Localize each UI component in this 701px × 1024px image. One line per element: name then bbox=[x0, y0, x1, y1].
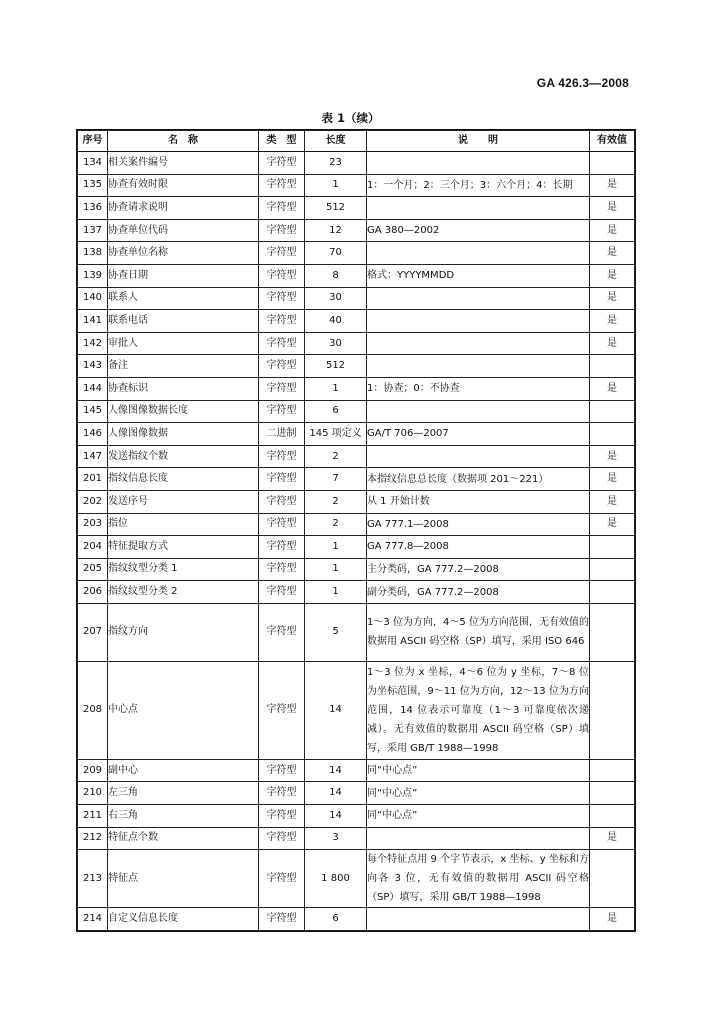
cell-valid bbox=[590, 400, 635, 423]
header-no: 序号 bbox=[78, 131, 108, 152]
cell-valid bbox=[590, 152, 635, 175]
cell-length: 30 bbox=[305, 332, 367, 355]
cell-name: 协查请求说明 bbox=[108, 197, 259, 220]
cell-no: 146 bbox=[78, 423, 108, 446]
cell-type: 字符型 bbox=[259, 400, 305, 423]
header-type: 类 型 bbox=[259, 131, 305, 152]
cell-length: 2 bbox=[305, 513, 367, 536]
cell-name: 自定义信息长度 bbox=[108, 908, 259, 931]
table-row bbox=[78, 782, 635, 805]
cell-length: 2 bbox=[305, 445, 367, 468]
cell-valid: 是 bbox=[590, 513, 635, 536]
table-header-row bbox=[78, 131, 635, 152]
cell-no: 208 bbox=[78, 661, 108, 759]
cell-no: 206 bbox=[78, 581, 108, 604]
cell-valid bbox=[590, 805, 635, 828]
cell-valid: 是 bbox=[590, 242, 635, 265]
cell-type: 字符型 bbox=[259, 377, 305, 400]
cell-valid: 是 bbox=[590, 377, 635, 400]
cell-valid: 是 bbox=[590, 310, 635, 333]
table-row bbox=[78, 603, 635, 661]
cell-length: 14 bbox=[305, 661, 367, 759]
cell-description bbox=[367, 152, 590, 175]
cell-valid bbox=[590, 603, 635, 661]
cell-type: 字符型 bbox=[259, 850, 305, 908]
cell-length: 1 800 bbox=[305, 850, 367, 908]
cell-type: 字符型 bbox=[259, 219, 305, 242]
cell-name: 协查有效时限 bbox=[108, 174, 259, 197]
header-valid: 有效值 bbox=[590, 131, 635, 152]
cell-length: 40 bbox=[305, 310, 367, 333]
cell-description: 从 1 开始计数 bbox=[367, 490, 590, 513]
cell-type: 字符型 bbox=[259, 287, 305, 310]
cell-description: 同“中心点” bbox=[367, 782, 590, 805]
cell-valid bbox=[590, 581, 635, 604]
cell-length: 12 bbox=[305, 219, 367, 242]
table-row bbox=[78, 759, 635, 782]
cell-description bbox=[367, 400, 590, 423]
cell-no: 213 bbox=[78, 850, 108, 908]
cell-name: 特征点 bbox=[108, 850, 259, 908]
cell-length: 1 bbox=[305, 558, 367, 581]
cell-type: 字符型 bbox=[259, 355, 305, 378]
cell-no: 211 bbox=[78, 805, 108, 828]
table-title: 表 1（续） bbox=[321, 111, 380, 125]
cell-no: 134 bbox=[78, 152, 108, 175]
cell-no: 136 bbox=[78, 197, 108, 220]
cell-length: 1 bbox=[305, 174, 367, 197]
cell-length: 2 bbox=[305, 490, 367, 513]
table-row bbox=[78, 219, 635, 242]
cell-length: 8 bbox=[305, 264, 367, 287]
cell-length: 5 bbox=[305, 603, 367, 661]
cell-description: 同“中心点” bbox=[367, 759, 590, 782]
cell-type: 字符型 bbox=[259, 152, 305, 175]
cell-name: 协查标识 bbox=[108, 377, 259, 400]
cell-description: 格式：YYYYMMDD bbox=[367, 264, 590, 287]
cell-name: 协查日期 bbox=[108, 264, 259, 287]
cell-valid: 是 bbox=[590, 174, 635, 197]
cell-length: 3 bbox=[305, 827, 367, 850]
cell-name: 联系电话 bbox=[108, 310, 259, 333]
table-body bbox=[78, 152, 635, 931]
table-row bbox=[78, 152, 635, 175]
cell-length: 23 bbox=[305, 152, 367, 175]
cell-name: 副中心 bbox=[108, 759, 259, 782]
cell-valid: 是 bbox=[590, 445, 635, 468]
header-length: 长度 bbox=[305, 131, 367, 152]
cell-type: 字符型 bbox=[259, 661, 305, 759]
cell-type: 字符型 bbox=[259, 445, 305, 468]
cell-length: 145 项定义 bbox=[305, 423, 367, 446]
cell-no: 138 bbox=[78, 242, 108, 265]
cell-name: 指纹信息长度 bbox=[108, 468, 259, 491]
cell-valid bbox=[590, 759, 635, 782]
cell-length: 14 bbox=[305, 782, 367, 805]
cell-no: 201 bbox=[78, 468, 108, 491]
cell-type: 字符型 bbox=[259, 264, 305, 287]
cell-type: 字符型 bbox=[259, 197, 305, 220]
cell-type: 字符型 bbox=[259, 908, 305, 931]
cell-valid bbox=[590, 423, 635, 446]
cell-no: 214 bbox=[78, 908, 108, 931]
cell-description bbox=[367, 287, 590, 310]
cell-type: 字符型 bbox=[259, 759, 305, 782]
cell-description bbox=[367, 445, 590, 468]
cell-no: 137 bbox=[78, 219, 108, 242]
table-row bbox=[78, 423, 635, 446]
cell-description: 同“中心点” bbox=[367, 805, 590, 828]
cell-type: 字符型 bbox=[259, 332, 305, 355]
cell-valid: 是 bbox=[590, 468, 635, 491]
cell-description: 1～3 位为 x 坐标，4～6 位为 y 坐标，7～8 位为坐标范围，9～11 位为方向，12～13 位为方向范围，14 位表示可靠度（1～3 可靠度依次递减）。无有效值的数据用 ASCII 码空格（SP）填写，采用 GB/T 1988—1998 bbox=[367, 661, 590, 759]
cell-description bbox=[367, 310, 590, 333]
cell-no: 141 bbox=[78, 310, 108, 333]
cell-length: 1 bbox=[305, 536, 367, 559]
cell-valid bbox=[590, 355, 635, 378]
cell-no: 135 bbox=[78, 174, 108, 197]
cell-description: 1：一个月；2：三个月；3：六个月；4：长期 bbox=[367, 174, 590, 197]
table-row bbox=[78, 490, 635, 513]
cell-description bbox=[367, 355, 590, 378]
cell-description: 每个特征点用 9 个字节表示，x 坐标、y 坐标和方向各 3 位，无有效值的数据用 ASCII 码空格（SP）填写，采用 GB/T 1988—1998 bbox=[367, 850, 590, 908]
cell-type: 字符型 bbox=[259, 805, 305, 828]
cell-description: 副分类码，GA 777.2—2008 bbox=[367, 581, 590, 604]
cell-valid bbox=[590, 536, 635, 559]
cell-valid bbox=[590, 558, 635, 581]
cell-valid: 是 bbox=[590, 332, 635, 355]
cell-description: 主分类码，GA 777.2—2008 bbox=[367, 558, 590, 581]
header-name: 名 称 bbox=[108, 131, 259, 152]
cell-length: 512 bbox=[305, 355, 367, 378]
cell-description bbox=[367, 332, 590, 355]
table-row bbox=[78, 445, 635, 468]
cell-type: 字符型 bbox=[259, 310, 305, 333]
cell-type: 字符型 bbox=[259, 490, 305, 513]
cell-name: 发送指纹个数 bbox=[108, 445, 259, 468]
cell-type: 字符型 bbox=[259, 513, 305, 536]
cell-length: 1 bbox=[305, 581, 367, 604]
cell-no: 147 bbox=[78, 445, 108, 468]
table-row bbox=[78, 558, 635, 581]
table-row bbox=[78, 310, 635, 333]
cell-no: 202 bbox=[78, 490, 108, 513]
cell-type: 字符型 bbox=[259, 827, 305, 850]
table-row bbox=[78, 400, 635, 423]
cell-length: 512 bbox=[305, 197, 367, 220]
data-item-table bbox=[77, 130, 635, 931]
table-row bbox=[78, 197, 635, 220]
table-row bbox=[78, 355, 635, 378]
cell-type: 字符型 bbox=[259, 558, 305, 581]
cell-name: 相关案件编号 bbox=[108, 152, 259, 175]
table-row bbox=[78, 661, 635, 759]
cell-description: GA/T 706—2007 bbox=[367, 423, 590, 446]
cell-length: 6 bbox=[305, 400, 367, 423]
cell-valid: 是 bbox=[590, 287, 635, 310]
cell-valid: 是 bbox=[590, 264, 635, 287]
cell-name: 特征点个数 bbox=[108, 827, 259, 850]
cell-type: 字符型 bbox=[259, 603, 305, 661]
cell-no: 144 bbox=[78, 377, 108, 400]
cell-no: 145 bbox=[78, 400, 108, 423]
cell-description bbox=[367, 908, 590, 931]
table-row bbox=[78, 581, 635, 604]
cell-type: 字符型 bbox=[259, 581, 305, 604]
table-row bbox=[78, 174, 635, 197]
cell-name: 指纹方向 bbox=[108, 603, 259, 661]
cell-description bbox=[367, 197, 590, 220]
cell-type: 二进制 bbox=[259, 423, 305, 446]
cell-type: 字符型 bbox=[259, 242, 305, 265]
cell-no: 203 bbox=[78, 513, 108, 536]
cell-type: 字符型 bbox=[259, 174, 305, 197]
cell-valid: 是 bbox=[590, 827, 635, 850]
cell-no: 139 bbox=[78, 264, 108, 287]
table-row bbox=[78, 264, 635, 287]
cell-no: 140 bbox=[78, 287, 108, 310]
cell-type: 字符型 bbox=[259, 782, 305, 805]
cell-name: 发送序号 bbox=[108, 490, 259, 513]
cell-valid bbox=[590, 661, 635, 759]
cell-valid: 是 bbox=[590, 908, 635, 931]
cell-name: 指纹纹型分类 2 bbox=[108, 581, 259, 604]
cell-description bbox=[367, 827, 590, 850]
cell-length: 14 bbox=[305, 805, 367, 828]
cell-type: 字符型 bbox=[259, 536, 305, 559]
cell-name: 中心点 bbox=[108, 661, 259, 759]
table-row bbox=[78, 805, 635, 828]
cell-description bbox=[367, 242, 590, 265]
cell-valid: 是 bbox=[590, 490, 635, 513]
cell-description: GA 777.1—2008 bbox=[367, 513, 590, 536]
cell-type: 字符型 bbox=[259, 468, 305, 491]
cell-name: 联系人 bbox=[108, 287, 259, 310]
table-row bbox=[78, 827, 635, 850]
cell-name: 审批人 bbox=[108, 332, 259, 355]
cell-name: 备注 bbox=[108, 355, 259, 378]
cell-length: 7 bbox=[305, 468, 367, 491]
cell-valid: 是 bbox=[590, 197, 635, 220]
cell-no: 210 bbox=[78, 782, 108, 805]
table-row bbox=[78, 287, 635, 310]
cell-length: 6 bbox=[305, 908, 367, 931]
table-row bbox=[78, 536, 635, 559]
cell-name: 左三角 bbox=[108, 782, 259, 805]
table-row bbox=[78, 908, 635, 931]
cell-no: 212 bbox=[78, 827, 108, 850]
cell-valid bbox=[590, 782, 635, 805]
cell-name: 协查单位代码 bbox=[108, 219, 259, 242]
cell-name: 特征提取方式 bbox=[108, 536, 259, 559]
cell-name: 协查单位名称 bbox=[108, 242, 259, 265]
cell-valid bbox=[590, 850, 635, 908]
cell-length: 70 bbox=[305, 242, 367, 265]
cell-description: 本指纹信息总长度（数据项 201～221） bbox=[367, 468, 590, 491]
cell-length: 30 bbox=[305, 287, 367, 310]
cell-description: 1～3 位为方向，4～5 位为方向范围，无有效值的数据用 ASCII 码空格（SP）填写，采用 ISO 646 bbox=[367, 603, 590, 661]
header-description: 说 明 bbox=[367, 131, 590, 152]
table-row bbox=[78, 377, 635, 400]
table-row bbox=[78, 332, 635, 355]
cell-length: 1 bbox=[305, 377, 367, 400]
table-row bbox=[78, 468, 635, 491]
table-row bbox=[78, 850, 635, 908]
cell-no: 207 bbox=[78, 603, 108, 661]
cell-no: 204 bbox=[78, 536, 108, 559]
cell-name: 指位 bbox=[108, 513, 259, 536]
cell-no: 142 bbox=[78, 332, 108, 355]
table-row bbox=[78, 513, 635, 536]
cell-name: 人像图像数据长度 bbox=[108, 400, 259, 423]
cell-description: 1：协查；0：不协查 bbox=[367, 377, 590, 400]
cell-no: 205 bbox=[78, 558, 108, 581]
cell-name: 右三角 bbox=[108, 805, 259, 828]
cell-name: 人像图像数据 bbox=[108, 423, 259, 446]
cell-length: 14 bbox=[305, 759, 367, 782]
cell-valid: 是 bbox=[590, 219, 635, 242]
standard-code: GA 426.3—2008 bbox=[536, 76, 629, 90]
cell-no: 209 bbox=[78, 759, 108, 782]
cell-name: 指纹纹型分类 1 bbox=[108, 558, 259, 581]
cell-description: GA 380—2002 bbox=[367, 219, 590, 242]
table-row bbox=[78, 242, 635, 265]
cell-no: 143 bbox=[78, 355, 108, 378]
cell-description: GA 777.8—2008 bbox=[367, 536, 590, 559]
